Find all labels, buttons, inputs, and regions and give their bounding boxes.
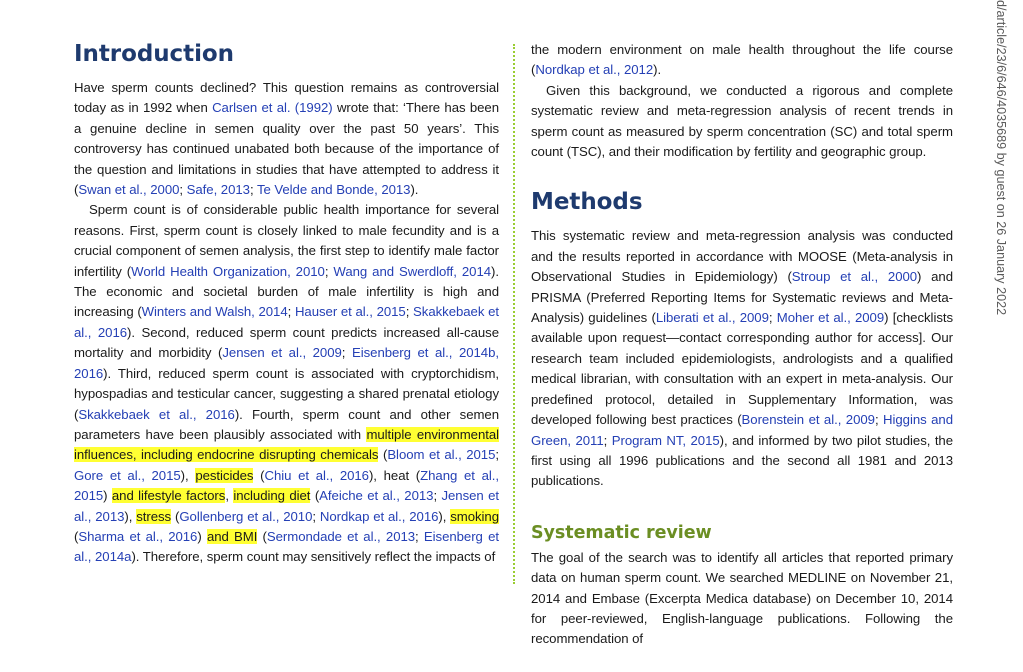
left-column xyxy=(74,28,499,568)
text-run: wrote that: ‘There has been a genuine decline in semen quality over the past 50 years’. This controversy has continued unabated both because of the importance of the question and limitations in studies that have attempted to address it ( xyxy=(74,100,499,198)
right-column xyxy=(531,40,953,650)
intro-paragraph-1 xyxy=(74,78,499,200)
text-run: ) and PRISMA (Preferred Reporting Items for Systematic reviews and Meta-Analysis) guidelines ( xyxy=(531,269,953,326)
citation-link[interactable]: Carlsen et al. (1992) xyxy=(212,100,333,116)
citation-link[interactable]: Eisenberg et al., 2014a xyxy=(74,528,499,565)
download-watermark: d/article/23/6/646/4035689 by guest on 26 January 2022 xyxy=(994,0,1008,316)
citation-link[interactable]: Nordkap et al., 2012 xyxy=(535,62,654,78)
text-run: ; xyxy=(179,182,187,198)
text-run: Sperm count is of considerable public health importance for several reasons. First, sperm count is closely linked to male fecundity and is a crucial component of semen analysis, the first step to identify male factor infertility ( xyxy=(74,202,499,279)
citation-link[interactable]: World Health Organization, 2010 xyxy=(131,263,325,279)
text-run: ( xyxy=(310,488,320,504)
text-run: ). Therefore, sperm count may sensitively reflect the impacts of xyxy=(131,549,496,565)
citation-link[interactable]: Program NT, 2015 xyxy=(611,432,720,448)
methods-heading: Methods xyxy=(531,189,643,216)
text-run: ) [checklists available upon request—contact corresponding author for access]. Our research team included epidemiologists, andrologists and a qualified medical librarian, with consultation with an expert in meta-analysis. Our predefined protocol, detailed in Supplementary Information, was developed following best practices ( xyxy=(531,310,954,428)
highlighted-text: smoking xyxy=(450,508,499,524)
citation-link[interactable]: Stroup et al., 2000 xyxy=(791,269,918,285)
citation-link[interactable]: Wang and Swerdloff, 2014 xyxy=(333,263,492,279)
citation-link[interactable]: Gore et al., 2015 xyxy=(74,467,181,483)
text-run: ( xyxy=(171,508,180,524)
citation-link[interactable]: Swan et al., 2000 xyxy=(78,182,180,198)
text-run: The goal of the search was to identify all articles that reported primary data on human sperm count. We searched MEDLINE on November 21, 2014 and Embase (Excerpta Medica database) on December 10, 2014 for peer-reviewed, English-language publications. Following the recommendation of xyxy=(531,549,953,647)
text-run: ( xyxy=(257,528,267,544)
citation-link[interactable]: Skakkebaek et al., 2016 xyxy=(74,304,499,340)
citation-link[interactable]: Zhang et al., 2015 xyxy=(74,467,499,504)
highlighted-text: stress xyxy=(136,508,172,524)
intro-paragraph-continued xyxy=(531,40,953,81)
text-run: ), and informed by two pilot studies, the first using all 1996 publications and the second all 1981 and 2013 publications. xyxy=(531,432,953,489)
citation-link[interactable]: Eisenberg et al., 2014b, 2016 xyxy=(74,345,499,381)
text-run: ), xyxy=(180,467,196,483)
highlighted-text: and lifestyle factors xyxy=(111,488,226,504)
citation-link[interactable]: Winters and Walsh, 2014 xyxy=(141,304,288,320)
text-run: Have sperm counts declined? This question remains as controversial today as in 1992 when xyxy=(74,80,499,116)
highlighted-text: and BMI xyxy=(206,528,258,544)
text-run: This systematic review and meta-regression analysis was conducted and the results reported in accordance with MOOSE (Meta-analysis in Observational Studies in Epidemiology) ( xyxy=(531,228,953,285)
text-run: ; xyxy=(768,310,777,326)
text-run: ; xyxy=(249,182,257,198)
text-run: ; xyxy=(874,412,884,428)
text-run: ). xyxy=(410,182,419,198)
text-run: ), xyxy=(438,508,451,524)
citation-link[interactable]: Nordkap et al., 2016 xyxy=(319,508,439,524)
citation-link[interactable]: Gollenberg et al., 2010 xyxy=(179,508,313,524)
citation-link[interactable]: Sermondade et al., 2013 xyxy=(266,528,416,544)
text-run: ( xyxy=(74,528,79,544)
text-run: ). Third, reduced sperm count is associated with cryptorchidism, hypospadias and testicular cancer, suggesting a shared prenatal etiology ( xyxy=(74,365,499,422)
systematic-review-heading: Systematic review xyxy=(531,522,712,543)
citation-link[interactable]: Liberati et al., 2009 xyxy=(655,310,769,326)
introduction-heading: Introduction xyxy=(74,41,234,67)
highlighted-text: pesticides xyxy=(195,467,254,483)
text-run: ). Fourth, sperm count and other semen parameters have been plausibly associated with xyxy=(74,406,499,442)
text-run: ; xyxy=(415,528,424,544)
text-run: ; xyxy=(324,263,334,279)
citation-link[interactable]: Moher et al., 2009 xyxy=(776,310,885,326)
text-run: ). Second, reduced sperm count predicts increased all-cause mortality and morbidity ( xyxy=(74,324,499,361)
citation-link[interactable]: Bloom et al., 2015 xyxy=(387,447,496,463)
citation-link[interactable]: Chiu et al., 2016 xyxy=(264,467,369,483)
citation-link[interactable]: Afeiche et al., 2013 xyxy=(319,488,434,504)
citation-link[interactable]: Borenstein et al., 2009 xyxy=(741,412,875,428)
methods-paragraph-1 xyxy=(531,226,953,491)
text-run: ( xyxy=(378,447,388,463)
intro-paragraph-3 xyxy=(531,81,953,163)
citation-link[interactable]: Jensen et al., 2009 xyxy=(222,345,342,361)
column-divider xyxy=(513,44,515,584)
citation-link[interactable]: Jensen et al., 2013 xyxy=(74,488,500,524)
text-run: the modern environment on male health throughout the life course ( xyxy=(531,42,953,78)
text-run: ; xyxy=(495,447,500,463)
text-run: ; xyxy=(287,304,295,320)
systematic-review-paragraph xyxy=(531,548,953,650)
highlighted-text: multiple environmental influences, including endocrine disrupting chemicals xyxy=(74,426,500,463)
text-run: ; xyxy=(341,345,352,361)
text-run: ), heat ( xyxy=(368,467,421,483)
text-run: Given this background, we conducted a rigorous and complete systematic review and meta-regression analysis of recent trends in sperm count as measured by sperm concentration (SC) and total sperm count (TSC), and their modification by fertility and geographic group. xyxy=(531,82,953,160)
text-run: ), xyxy=(124,508,137,524)
text-run: ; xyxy=(433,488,442,504)
highlighted-text: including diet xyxy=(233,488,311,504)
text-run: ; xyxy=(603,432,612,448)
text-run: ) xyxy=(103,488,112,504)
citation-link[interactable]: Safe, 2013 xyxy=(186,182,250,198)
citation-link[interactable]: Skakkebaek et al., 2016 xyxy=(78,406,235,422)
text-run: ). The economic and societal burden of male infertility is high and increasing ( xyxy=(74,263,499,320)
text-run: ) xyxy=(197,528,207,544)
text-run: ( xyxy=(253,467,265,483)
intro-paragraph-2 xyxy=(74,200,499,567)
citation-link[interactable]: Hauser et al., 2015 xyxy=(294,304,406,320)
text-run: ; xyxy=(405,304,414,320)
citation-link[interactable]: Sharma et al., 2016 xyxy=(78,528,198,544)
text-run: ). xyxy=(653,62,662,78)
text-run: , xyxy=(225,488,234,504)
citation-link[interactable]: Te Velde and Bonde, 2013 xyxy=(256,182,411,198)
text-run: ; xyxy=(312,508,320,524)
citation-link[interactable]: Higgins and Green, 2011 xyxy=(531,412,953,448)
